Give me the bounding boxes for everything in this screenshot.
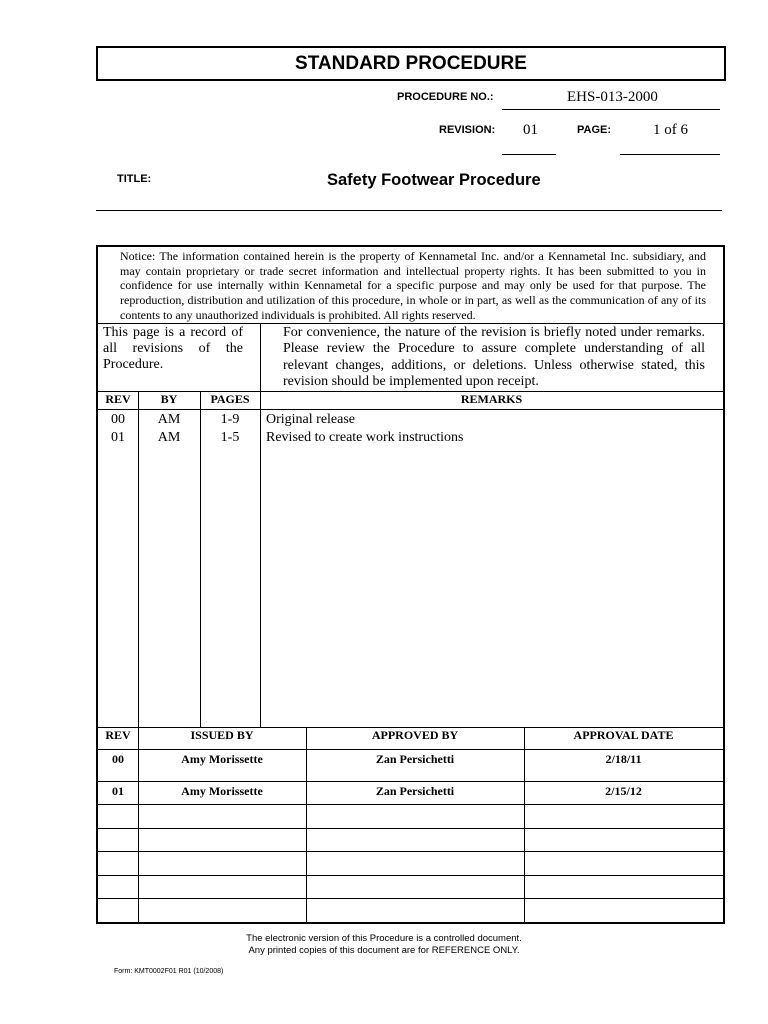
divider <box>98 851 723 852</box>
form-number: Form: KMT0002F01 R01 (10/2008) <box>114 968 224 975</box>
approval-issued-by: Amy Morissette <box>181 752 263 766</box>
title-underline <box>96 210 722 211</box>
divider <box>98 875 723 876</box>
divider <box>98 749 723 750</box>
procedure-no-label: PROCEDURE NO.: <box>397 91 494 103</box>
revision-label: REVISION: <box>439 124 496 136</box>
approval-rev: 01 <box>112 784 124 798</box>
column-divider <box>260 391 261 727</box>
revision-pages: 1-5 <box>220 430 240 445</box>
divider <box>98 781 723 782</box>
column-header-approval-date: APPROVAL DATE <box>573 728 674 742</box>
approval-date: 2/18/11 <box>605 752 642 766</box>
page-underline <box>620 154 720 155</box>
revision-instructions: For convenience, the nature of the revision is briefly noted under remarks. Please review the Procedure to assure complete understanding of all relevant changes, additions, or deletions. Unless otherwise stated, this revision should be implemented upon receipt. <box>283 325 705 389</box>
revision-remarks: Original release <box>266 412 356 427</box>
procedure-no-value: EHS-013-2000 <box>567 89 658 105</box>
approval-date: 2/15/12 <box>605 784 642 798</box>
divider <box>98 828 723 829</box>
column-header-rev: REV <box>105 728 131 742</box>
page-value: 1 of 6 <box>653 122 688 138</box>
revision-pages: 1-9 <box>220 412 240 427</box>
revision-by: AM <box>157 430 181 445</box>
procedure-no-underline <box>502 109 720 110</box>
approval-approved-by: Zan Persichetti <box>375 784 455 798</box>
divider <box>98 804 723 805</box>
divider <box>98 409 723 410</box>
approval-approved-by: Zan Persichetti <box>375 752 455 766</box>
approval-issued-by: Amy Morissette <box>181 784 263 798</box>
column-header-remarks: REMARKS <box>460 392 523 406</box>
divider <box>98 898 723 899</box>
revision-value: 01 <box>523 122 538 138</box>
confidentiality-notice: Notice: The information contained herein is the property of Kennametal Inc. and/or a Kennametal Inc. subsidiary, and may contain proprietary or trade secret information and intellectual property rights. It has been submitted to you in confidence for use internally within Kennametal for a specific purpose and may only be used for that purpose. The reproduction, distribution and utilization of this procedure, in whole or in part, as well as the communication of any of its contents to any unauthorized individuals is prohibited. All rights reserved. <box>120 249 706 322</box>
revision-remarks: Revised to create work instructions <box>266 430 464 445</box>
column-header-rev: REV <box>105 392 131 406</box>
footer-notice <box>96 933 672 957</box>
page-title: STANDARD PROCEDURE <box>96 46 726 81</box>
revision-record-box <box>96 245 725 924</box>
footer-line: The electronic version of this Procedure is a controlled document. <box>246 933 522 944</box>
column-header-by: BY <box>160 392 178 406</box>
revision-rev: 00 <box>111 412 125 427</box>
revision-by: AM <box>157 412 181 427</box>
approval-rev: 00 <box>112 752 124 766</box>
divider <box>98 323 723 324</box>
page-label: PAGE: <box>577 124 612 136</box>
footer-line: Any printed copies of this document are for REFERENCE ONLY. <box>248 945 520 956</box>
column-header-approved-by: APPROVED BY <box>371 728 459 742</box>
column-header-issued-by: ISSUED BY <box>190 728 254 742</box>
title-label: TITLE: <box>117 173 152 185</box>
revision-rev: 01 <box>111 430 125 445</box>
revision-underline <box>502 154 556 155</box>
record-description: This page is a record of all revisions of the Procedure. <box>103 325 243 372</box>
divider <box>260 323 261 391</box>
column-header-pages: PAGES <box>210 392 250 406</box>
document-title: Safety Footwear Procedure <box>327 171 541 189</box>
